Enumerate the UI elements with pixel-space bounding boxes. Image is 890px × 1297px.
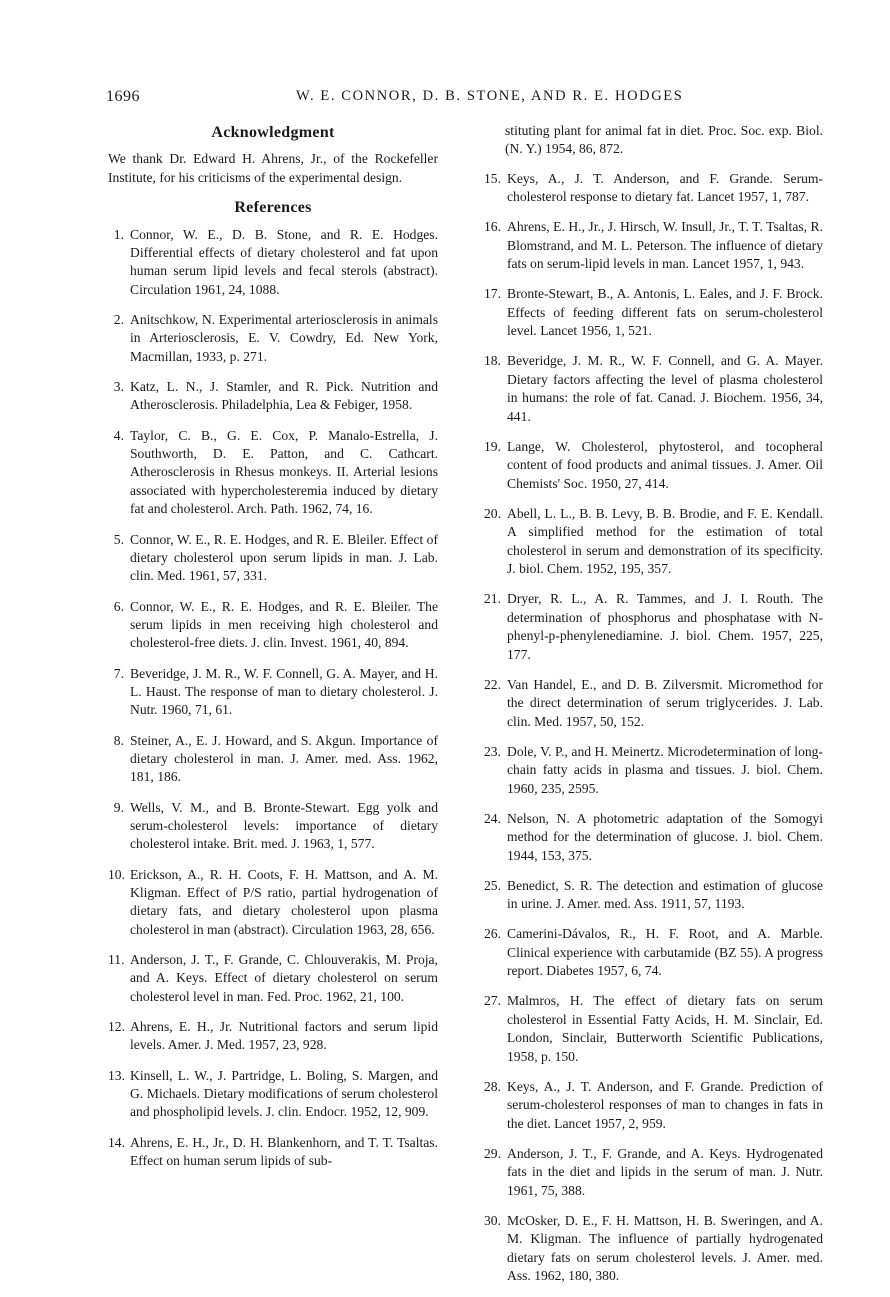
reference-item [483, 590, 823, 664]
reference-text: Erickson, A., R. H. Coots, F. H. Mattson, and A. M. Kligman. Effect of P/S ratio, partial hydrogenation of dietary fats, and dietary cholesterol upon plasma cholesterol in man (abstract). Circulation 1963, 28, 656. [130, 866, 438, 937]
reference-item [483, 877, 823, 914]
reference-list-right [483, 170, 823, 1286]
reference-number: 9. [113, 799, 124, 815]
reference-item [108, 732, 438, 787]
reference-item [483, 1145, 823, 1200]
reference-item [108, 1067, 438, 1122]
right-column [483, 122, 823, 1297]
reference-item [483, 285, 823, 340]
reference-item [483, 170, 823, 207]
reference-text: Abell, L. L., B. B. Levy, B. B. Brodie, and F. E. Kendall. A simplified method for the estimation of total cholesterol in serum and demonstration of its specificity. J. biol. Chem. 1952, 195, 357. [507, 505, 823, 577]
reference-text: Anderson, J. T., F. Grande, C. Chlouverakis, M. Proja, and A. Keys. Effect of dietary cholesterol on serum cholesterol level in man. Fed. Proc. 1962, 21, 100. [130, 952, 438, 1004]
reference-text: Dryer, R. L., A. R. Tammes, and J. I. Routh. The determination of phosphorus and phosphatase with N-phenyl-p-phenylenediamine. J. biol. Chem. 1957, 225, 177. [507, 591, 823, 662]
reference-number: 22. [484, 676, 501, 692]
reference-number: 27. [484, 993, 501, 1009]
reference-item [483, 992, 823, 1066]
reference-item [108, 311, 438, 366]
page-header [106, 88, 806, 112]
reference-item [483, 1078, 823, 1133]
reference-text: Beveridge, J. M. R., W. F. Connell, G. A. Mayer, and H. L. Haust. The response of man to dietary cholesterol. J. Nutr. 1960, 71, 61. [130, 665, 438, 718]
reference-text: Ahrens, E. H., Jr., J. Hirsch, W. Insull, Jr., T. T. Tsaltas, R. Blomstrand, and M. L. Peterson. The influence of dietary fats on serum-lipid levels in man. Lancet 1957, 1, 943. [507, 219, 823, 272]
references-heading: References [234, 199, 312, 217]
reference-text: Taylor, C. B., G. E. Cox, P. Manalo-Estrella, J. Southworth, D. E. Patton, and C. Cathcart. Atherosclerosis in Rhesus monkeys. II. Arterial lesions associated with hypercholesteremia induced by dietary fat and cholesterol. Arch. Path. 1962, 74, 16. [130, 427, 438, 517]
reference-number: 19. [484, 438, 501, 454]
running-head: W. E. CONNOR, D. B. STONE, AND R. E. HODGES [296, 88, 684, 104]
reference-number: 26. [484, 926, 501, 942]
reference-text: Wells, V. M., and B. Bronte-Stewart. Egg yolk and serum-cholesterol levels: importance of dietary cholesterol intake. Brit. med. J. 1963, 1, 577. [130, 799, 438, 852]
reference-text: Keys, A., J. T. Anderson, and F. Grande. Prediction of serum-cholesterol responses of man to changes in fats in the diet. Lancet 1957, 2, 959. [507, 1078, 823, 1131]
reference-number: 29. [484, 1145, 501, 1161]
reference-number: 18. [484, 353, 501, 369]
reference-number: 16. [484, 219, 501, 235]
reference-item [483, 505, 823, 579]
reference-item [483, 1212, 823, 1286]
reference-item [108, 531, 438, 586]
reference-number: 13. [108, 1067, 125, 1083]
reference-item [483, 925, 823, 980]
reference-text: Keys, A., J. T. Anderson, and F. Grande. Serum-cholesterol response to dietary fat. Lancet 1957, 1, 787. [507, 170, 823, 205]
reference-item [108, 665, 438, 720]
reference-item [108, 226, 438, 300]
reference-item [108, 1134, 438, 1171]
reference-item [483, 438, 823, 493]
reference-text: Ahrens, E. H., Jr. Nutritional factors and serum lipid levels. Amer. J. Med. 1957, 23, 928. [130, 1019, 438, 1053]
reference-item [108, 1018, 438, 1055]
reference-number: 4. [113, 427, 124, 443]
reference-number: 15. [484, 170, 501, 186]
reference-text: Lange, W. Cholesterol, phytosterol, and tocopheral content of food products and animal tissues. J. Amer. Oil Chemists' Soc. 1950, 27, 414. [507, 438, 823, 491]
reference-text: Beveridge, J. M. R., W. F. Connell, and G. A. Mayer. Dietary factors affecting the level of plasma cholesterol in humans: the role of fat. Canad. J. Biochem. 1956, 34, 441. [507, 353, 823, 424]
reference-text: Steiner, A., E. J. Howard, and S. Akgun. Importance of dietary cholesterol in man. J. Amer. med. Ass. 1962, 181, 186. [130, 732, 438, 785]
reference-item [108, 799, 438, 854]
reference-item [108, 866, 438, 940]
reference-item [108, 427, 438, 519]
left-column [108, 120, 438, 1182]
reference-text: Connor, W. E., R. E. Hodges, and R. E. Bleiler. The serum lipids in men receiving high cholesterol and cholesterol-free diets. J. clin. Invest. 1961, 40, 894. [130, 598, 438, 651]
reference-text: Camerini-Dávalos, R., H. F. Root, and A. Marble. Clinical experience with carbutamide (BZ 55). A progress report. Diabetes 1957, 6, 74. [507, 926, 823, 979]
page-number: 1696 [106, 88, 140, 105]
reference-number: 6. [113, 598, 124, 614]
reference-number: 14. [108, 1134, 125, 1150]
reference-number: 11. [108, 952, 125, 967]
reference-number: 2. [113, 312, 124, 328]
reference-text: Anitschkow, N. Experimental arteriosclerosis in animals in Arteriosclerosis, E. V. Cowdry, Ed. New York, Macmillan, 1933, p. 271. [130, 312, 438, 364]
acknowledgment-heading: Acknowledgment [211, 124, 335, 141]
reference-number: 21. [484, 591, 501, 607]
reference-text: Anderson, J. T., F. Grande, and A. Keys. Hydrogenated fats in the diet and lipids in the serum of man. J. Nutr. 1961, 75, 388. [507, 1145, 823, 1198]
acknowledgment-text: We thank Dr. Edward H. Ahrens, Jr., of the Rockefeller Institute, for his criticisms of the experimental design. [108, 151, 438, 185]
reference-number: 30. [484, 1212, 501, 1228]
reference-number: 28. [484, 1078, 501, 1094]
reference-text: Ahrens, E. H., Jr., D. H. Blankenhorn, and T. T. Tsaltas. Effect on human serum lipids of sub- [130, 1134, 438, 1169]
reference-text: Kinsell, L. W., J. Partridge, L. Boling, S. Margen, and G. Michaels. Dietary modifications of serum cholesterol and phospholipid levels. J. clin. Endocr. 1952, 12, 909. [130, 1067, 438, 1120]
reference-text: Connor, W. E., R. E. Hodges, and R. E. Bleiler. Effect of dietary cholesterol upon serum lipids in man. J. Lab. clin. Med. 1961, 57, 331. [130, 531, 438, 584]
reference-number: 8. [113, 732, 124, 748]
reference-item [483, 352, 823, 426]
reference-item [483, 676, 823, 731]
reference-number: 10. [108, 866, 125, 882]
reference-number: 1. [113, 226, 124, 242]
reference-number: 23. [484, 743, 501, 759]
reference-text: Nelson, N. A photometric adaptation of the Somogyi method for the determination of glucose. J. biol. Chem. 1944, 153, 375. [507, 810, 823, 863]
reference-text: Dole, V. P., and H. Meinertz. Microdetermination of long-chain fatty acids in plasma and tissues. J. biol. Chem. 1960, 235, 2595. [507, 743, 823, 796]
reference-text: Benedict, S. R. The detection and estimation of glucose in urine. J. Amer. med. Ass. 1911, 57, 1193. [507, 877, 823, 912]
reference-text: Connor, W. E., D. B. Stone, and R. E. Hodges. Differential effects of dietary cholesterol and fat upon human serum lipid levels and fecal sterols (abstract). Circulation 1961, 24, 1088. [130, 226, 438, 297]
reference-text: Van Handel, E., and D. B. Zilversmit. Micromethod for the direct determination of serum triglycerides. J. Lab. clin. Med. 1957, 50, 152. [507, 676, 823, 729]
reference-number: 3. [113, 379, 124, 395]
reference-number: 7. [113, 665, 124, 681]
reference-number: 5. [113, 531, 124, 547]
reference-text: Malmros, H. The effect of dietary fats on serum cholesterol in Essential Fatty Acids, H. M. Sinclair, Ed. London, Sinclair, Butterworth Scientific Publications, 1958, p. 150. [507, 993, 823, 1064]
reference-number: 25. [484, 877, 501, 893]
reference-item [108, 598, 438, 653]
reference-list-left [108, 226, 438, 1171]
reference-number: 12. [108, 1019, 125, 1035]
reference-item [108, 951, 438, 1006]
reference-item [108, 378, 438, 415]
reference-continuation: stituting plant for animal fat in diet. Proc. Soc. exp. Biol. (N. Y.) 1954, 86, 872. [505, 123, 823, 157]
reference-item [483, 743, 823, 798]
reference-number: 24. [484, 810, 501, 826]
reference-text: Bronte-Stewart, B., A. Antonis, L. Eales, and J. F. Brock. Effects of feeding different fats on serum-cholesterol level. Lancet 1956, 1, 521. [507, 286, 823, 339]
reference-text: Katz, L. N., J. Stamler, and R. Pick. Nutrition and Atherosclerosis. Philadelphia, Lea & Febiger, 1958. [130, 379, 438, 413]
reference-number: 20. [484, 505, 501, 521]
reference-text: McOsker, D. E., F. H. Mattson, H. B. Sweringen, and A. M. Kligman. The influence of partially hydrogenated dietary fats on serum cholesterol levels. J. Amer. med. Ass. 1962, 180, 380. [507, 1212, 823, 1284]
reference-item [483, 218, 823, 273]
reference-number: 17. [484, 286, 501, 302]
reference-item [483, 810, 823, 865]
